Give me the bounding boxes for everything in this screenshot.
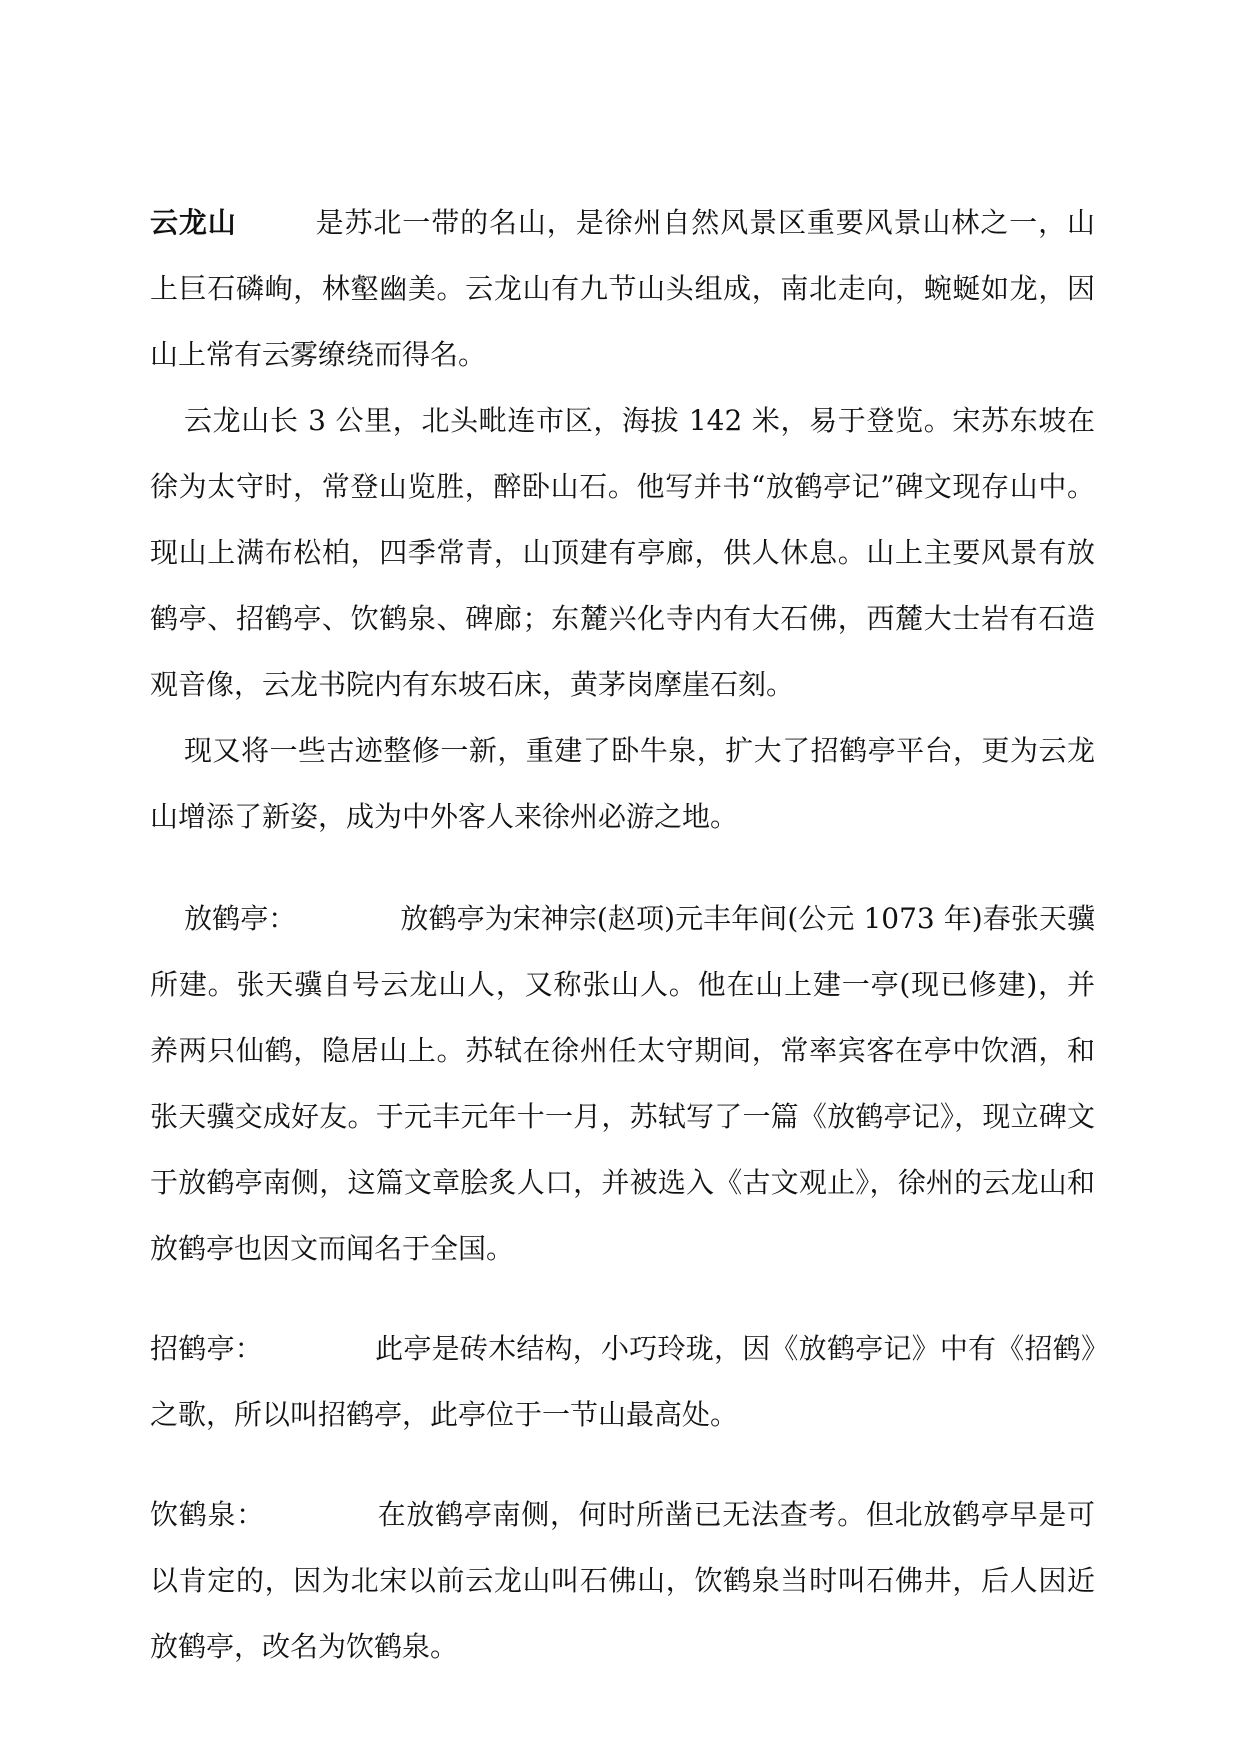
section-yinhe-label: 饮鹤泉： — [150, 1498, 265, 1531]
intro-text: 是苏北一带的名山，是徐州自然风景区重要风景山林之一，山上巨石磷峋，林壑幽美。云龙山有九节山头组成，南北走向，蜿蜒如龙，因山上常有云雾缭绕而得名。 — [150, 206, 1095, 371]
paragraph-3: 现又将一些古迹整修一新，重建了卧牛泉，扩大了招鹤亭平台，更为云龙山增添了新姿，成为中外客人来徐州必游之地。 — [150, 734, 1095, 833]
section-zhaohe — [150, 1316, 1095, 1448]
intro-title: 云龙山 — [150, 206, 237, 239]
section-fanghe-label: 放鹤亭： — [184, 902, 297, 935]
intro-paragraph — [150, 190, 1095, 388]
section-yinhe — [150, 1482, 1095, 1680]
section-zhaohe-text: 此亭是砖木结构，小巧玲珑，因《放鹤亭记》中有《招鹤》之歌，所以叫招鹤亭，此亭位于一节山最高处。 — [150, 1332, 1095, 1431]
section-fanghe-text: 放鹤亭为宋神宗(赵项)元丰年间(公元 1073 年)春张天骥所建。张天骥自号云龙山人，又称张山人。他在山上建一亭(现已修建)，并养两只仙鹤，隐居山上。苏轼在徐州任太守期间，常率宾客在亭中饮酒，和张天骥交成好友。于元丰元年十一月，苏轼写了一篇《放鹤亭记》，现立碑文于放鹤亭南侧，这篇文章脍炙人口，并被选入《古文观止》，徐州的云龙山和放鹤亭也因文而闻名于全国。 — [150, 902, 1095, 1265]
paragraph-2: 云龙山长 3 公里，北头毗连市区，海拔 142 米，易于登览。宋苏东坡在徐为太守时，常登山览胜，醉卧山石。他写并书“放鹤亭记”碑文现存山中。现山上满布松柏，四季常青，山顶建有亭廊，供人休息。山上主要风景有放鹤亭、招鹤亭、饮鹤泉、碑廊；东麓兴化寺内有大石佛，西麓大士岩有石造观音像，云龙书院内有东坡石床，黄茅岗摩崖石刻。 — [150, 404, 1095, 701]
section-zhaohe-label: 招鹤亭： — [150, 1332, 263, 1365]
document-page — [150, 190, 1095, 1680]
section-fanghe — [150, 886, 1095, 1282]
section-yinhe-text: 在放鹤亭南侧，何时所凿已无法查考。但北放鹤亭早是可以肯定的，因为北宋以前云龙山叫石佛山，饮鹤泉当时叫石佛井，后人因近放鹤亭，改名为饮鹤泉。 — [150, 1498, 1095, 1663]
